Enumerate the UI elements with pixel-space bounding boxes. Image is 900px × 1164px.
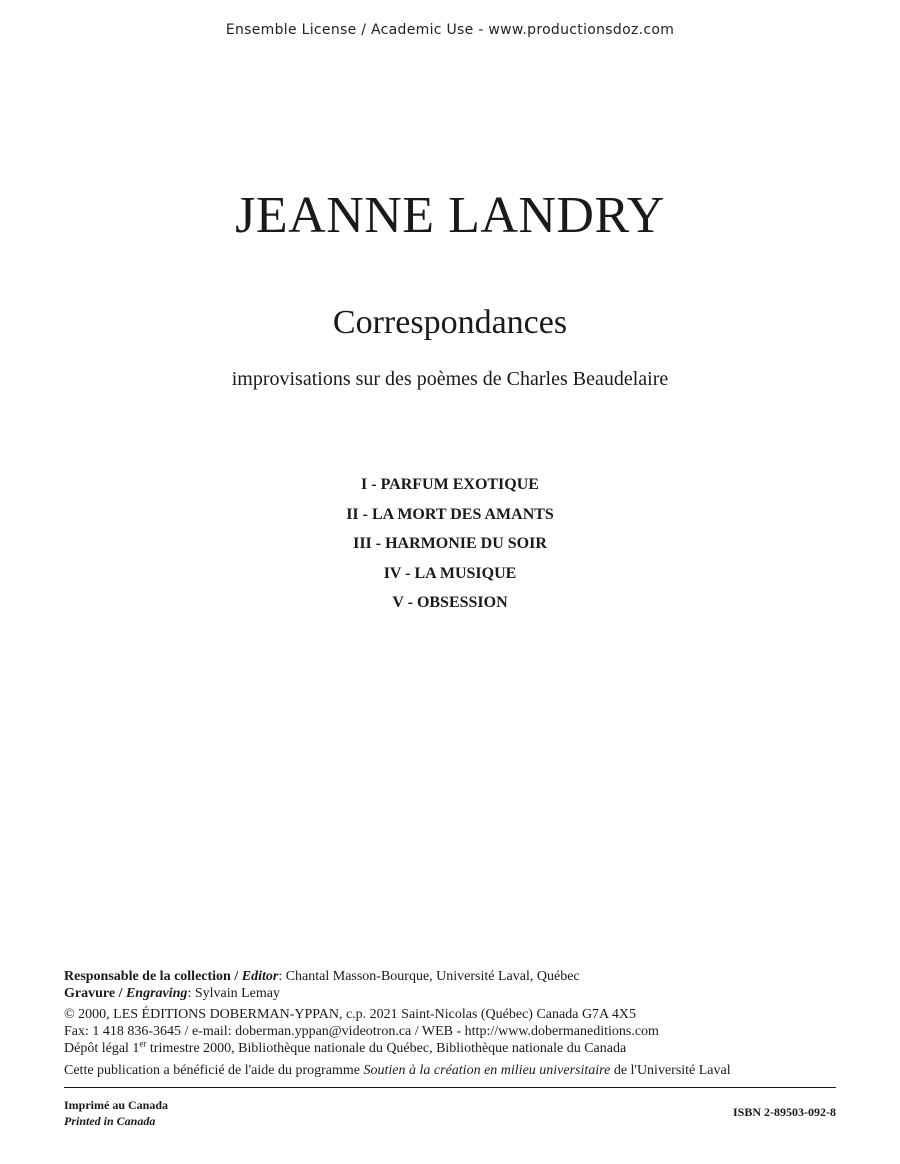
copyright-line: © 2000, LES ÉDITIONS DOBERMAN-YPPAN, c.p. 2021 Saint-Nicolas (Québec) Canada G7A 4X5 — [64, 1007, 637, 1022]
support-line: Cette publication a bénéficié de l'aide du programme Soutien à la création en milieu universitaire de l'Université Laval — [64, 1063, 731, 1078]
printed-in — [64, 1097, 168, 1129]
work-title: Correspondances — [332, 304, 568, 341]
engraving-line: Gravure / Engraving: Sylvain Lemay — [64, 986, 280, 1001]
publication-credits — [64, 968, 844, 1079]
movement-item: II - LA MORT DES AMANTS — [346, 505, 554, 523]
engraving-label-en: Engraving — [125, 986, 188, 1001]
footer-divider — [64, 1087, 836, 1088]
license-notice: Ensemble License / Academic Use - www.productionsdoz.com — [225, 22, 675, 38]
editor-line: Responsable de la collection / Editor: Chantal Masson-Bourque, Université Laval, Québec — [64, 969, 580, 984]
movement-item: I - PARFUM EXOTIQUE — [361, 476, 539, 493]
movement-item: V - OBSESSION — [392, 594, 508, 611]
work-subtitle: improvisations sur des poèmes de Charles Beaudelaire — [231, 368, 669, 390]
depot-legal-line: Dépôt légal 1er trimestre 2000, Bibliothèque nationale du Québec, Bibliothèque nationale du Canada — [64, 1038, 627, 1056]
engraving-label-fr: Gravure — [64, 986, 116, 1001]
movement-list — [0, 470, 900, 618]
composer-name: JEANNE LANDRY — [235, 187, 665, 244]
contact-line: Fax: 1 418 836-3645 / e-mail: doberman.yppan@videotron.ca / WEB - http://www.dobermaneditions.com — [64, 1024, 659, 1039]
isbn: ISBN 2-89503-092-8 — [732, 1105, 836, 1119]
editor-label-fr: Responsable de la collection — [64, 969, 231, 984]
movement-item: IV - LA MUSIQUE — [383, 564, 517, 582]
engraving-value: : Sylvain Lemay — [187, 986, 280, 1001]
editor-label-en: Editor — [241, 969, 279, 984]
movement-item: III - HARMONIE DU SOIR — [353, 535, 547, 552]
printed-en: Printed in Canada — [64, 1114, 156, 1128]
editor-value: : Chantal Masson-Bourque, Université Laval, Québec — [278, 969, 580, 984]
support-program: Soutien à la création en milieu universitaire — [363, 1063, 611, 1078]
printed-fr: Imprimé au Canada — [64, 1098, 169, 1112]
